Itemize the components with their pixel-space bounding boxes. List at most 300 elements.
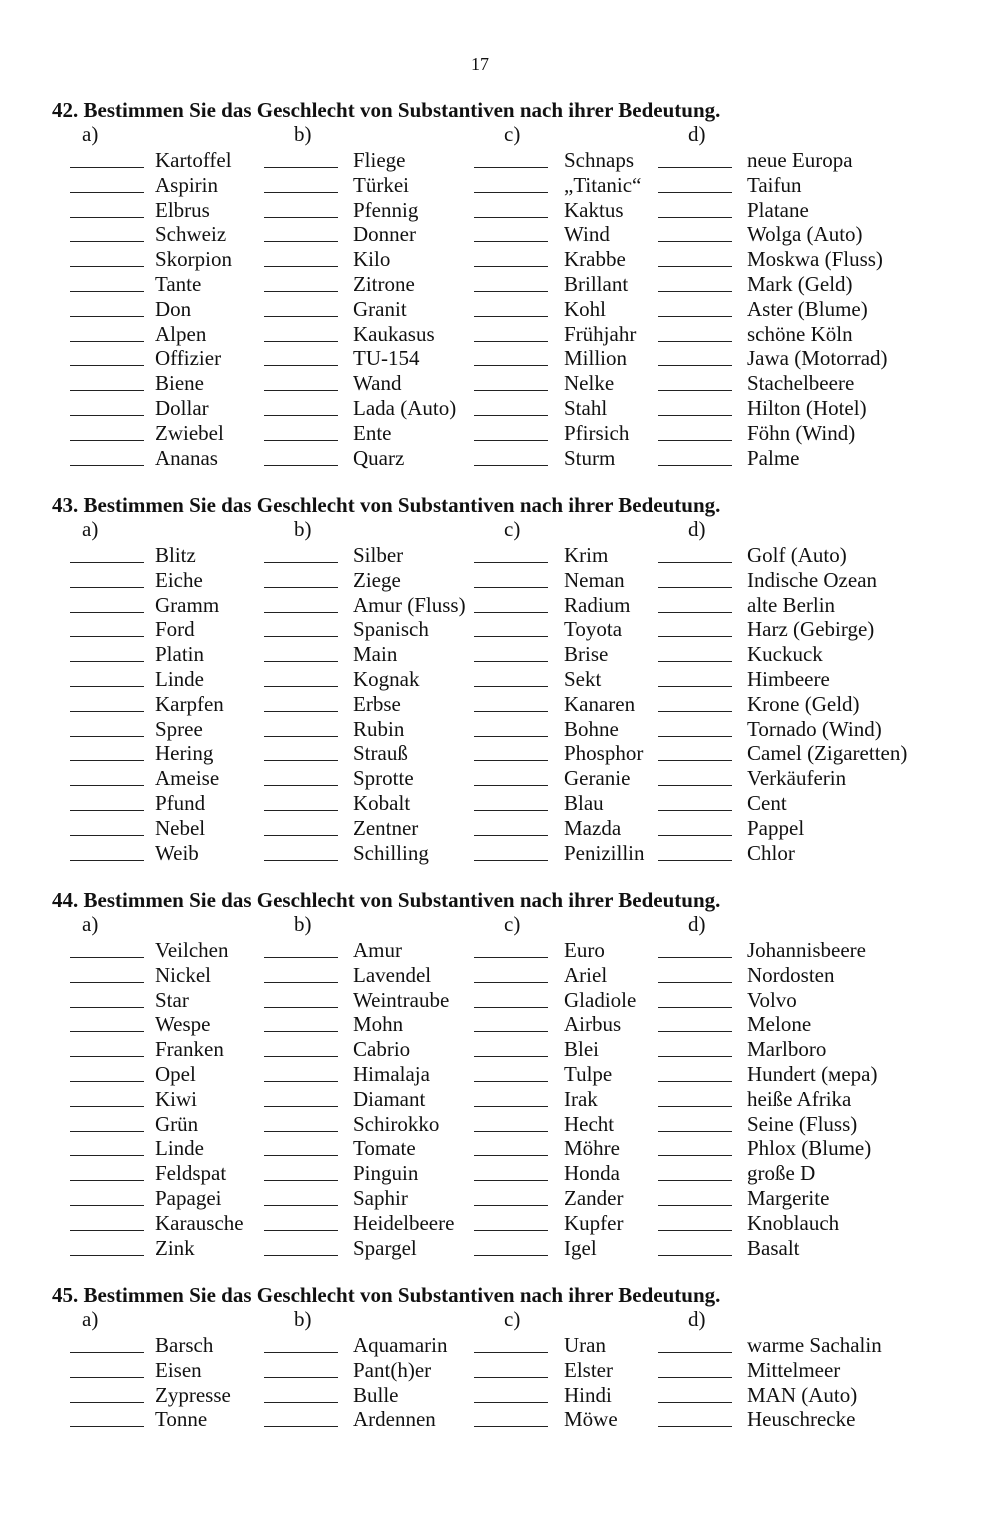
noun-word: Stahl bbox=[564, 395, 608, 420]
answer-blank[interactable] bbox=[264, 415, 338, 416]
noun-word: Mittelmeer bbox=[747, 1357, 841, 1382]
answer-blank[interactable] bbox=[658, 1205, 732, 1206]
word-row bbox=[52, 593, 972, 618]
answer-blank[interactable] bbox=[474, 1255, 548, 1256]
noun-word: Frühjahr bbox=[564, 321, 637, 346]
answer-blank[interactable] bbox=[264, 1205, 338, 1206]
answer-blank[interactable] bbox=[658, 266, 732, 267]
answer-blank[interactable] bbox=[474, 465, 548, 466]
answer-blank[interactable] bbox=[658, 365, 732, 366]
column-label: b) bbox=[294, 517, 312, 541]
noun-word: Irak bbox=[564, 1086, 598, 1111]
answer-blank[interactable] bbox=[70, 1155, 144, 1156]
answer-blank[interactable] bbox=[264, 860, 338, 861]
answer-blank[interactable] bbox=[264, 217, 338, 218]
answer-blank[interactable] bbox=[70, 1352, 144, 1353]
answer-blank[interactable] bbox=[264, 440, 338, 441]
answer-blank[interactable] bbox=[70, 1056, 144, 1057]
answer-blank[interactable] bbox=[70, 217, 144, 218]
noun-word: Linde bbox=[155, 1136, 204, 1161]
noun-word: Brise bbox=[564, 642, 609, 667]
answer-blank[interactable] bbox=[658, 1081, 732, 1082]
answer-blank[interactable] bbox=[658, 1056, 732, 1057]
noun-word: Platane bbox=[747, 197, 809, 222]
noun-word: TU-154 bbox=[353, 346, 420, 371]
answer-blank[interactable] bbox=[70, 365, 144, 366]
word-row bbox=[52, 1062, 972, 1087]
answer-blank[interactable] bbox=[474, 440, 548, 441]
column-label: d) bbox=[688, 912, 706, 936]
answer-blank[interactable] bbox=[70, 316, 144, 317]
answer-blank[interactable] bbox=[264, 1230, 338, 1231]
noun-word: Spargel bbox=[353, 1235, 417, 1260]
answer-blank[interactable] bbox=[474, 661, 548, 662]
noun-word: Pinguin bbox=[353, 1161, 419, 1186]
answer-blank[interactable] bbox=[264, 686, 338, 687]
answer-blank[interactable] bbox=[474, 785, 548, 786]
noun-word: Diamant bbox=[353, 1086, 426, 1111]
noun-word: Sekt bbox=[564, 666, 602, 691]
answer-blank[interactable] bbox=[474, 736, 548, 737]
noun-word: Saphir bbox=[353, 1185, 408, 1210]
answer-blank[interactable] bbox=[264, 1056, 338, 1057]
answer-blank[interactable] bbox=[474, 341, 548, 342]
answer-blank[interactable] bbox=[70, 415, 144, 416]
column-label: b) bbox=[294, 1307, 312, 1331]
answer-blank[interactable] bbox=[70, 341, 144, 342]
noun-word: Ford bbox=[155, 617, 195, 642]
noun-word: Wespe bbox=[155, 1012, 211, 1037]
answer-blank[interactable] bbox=[658, 686, 732, 687]
word-row bbox=[52, 692, 972, 717]
answer-blank[interactable] bbox=[658, 291, 732, 292]
noun-word: warme Sachalin bbox=[747, 1333, 882, 1357]
answer-blank[interactable] bbox=[70, 1131, 144, 1132]
answer-blank[interactable] bbox=[264, 982, 338, 983]
answer-blank[interactable] bbox=[474, 711, 548, 712]
answer-blank[interactable] bbox=[264, 1007, 338, 1008]
answer-blank[interactable] bbox=[658, 636, 732, 637]
answer-blank[interactable] bbox=[70, 957, 144, 958]
noun-word: Stachelbeere bbox=[747, 371, 855, 396]
noun-word: Knoblauch bbox=[747, 1210, 840, 1235]
word-row bbox=[52, 297, 972, 322]
answer-blank[interactable] bbox=[658, 415, 732, 416]
answer-blank[interactable] bbox=[474, 167, 548, 168]
answer-blank[interactable] bbox=[70, 562, 144, 563]
noun-word: Nelke bbox=[564, 371, 615, 396]
answer-blank[interactable] bbox=[264, 562, 338, 563]
word-row bbox=[52, 1211, 972, 1236]
noun-word: Penizillin bbox=[564, 840, 645, 865]
answer-blank[interactable] bbox=[264, 810, 338, 811]
answer-blank[interactable] bbox=[70, 835, 144, 836]
noun-word: Ardennen bbox=[353, 1407, 436, 1432]
noun-word: Ariel bbox=[564, 962, 608, 987]
answer-blank[interactable] bbox=[264, 365, 338, 366]
word-row bbox=[52, 1333, 972, 1358]
answer-blank[interactable] bbox=[264, 760, 338, 761]
exercise-2 bbox=[52, 493, 972, 865]
answer-blank[interactable] bbox=[658, 192, 732, 193]
answer-blank[interactable] bbox=[474, 291, 548, 292]
noun-word: Silber bbox=[353, 543, 404, 567]
answer-blank[interactable] bbox=[474, 686, 548, 687]
answer-blank[interactable] bbox=[474, 365, 548, 366]
noun-word: Hering bbox=[155, 741, 214, 766]
answer-blank[interactable] bbox=[658, 1131, 732, 1132]
answer-blank[interactable] bbox=[474, 1007, 548, 1008]
answer-blank[interactable] bbox=[264, 1377, 338, 1378]
answer-blank[interactable] bbox=[474, 1081, 548, 1082]
answer-blank[interactable] bbox=[658, 957, 732, 958]
answer-blank[interactable] bbox=[658, 1255, 732, 1256]
answer-blank[interactable] bbox=[658, 341, 732, 342]
answer-blank[interactable] bbox=[70, 1255, 144, 1256]
noun-word: Ente bbox=[353, 420, 392, 445]
word-row bbox=[52, 617, 972, 642]
word-row bbox=[52, 421, 972, 446]
answer-blank[interactable] bbox=[264, 390, 338, 391]
word-table bbox=[52, 148, 972, 470]
exercise-1 bbox=[52, 98, 972, 470]
answer-blank[interactable] bbox=[264, 711, 338, 712]
noun-word: Volvo bbox=[747, 987, 797, 1012]
column-label: d) bbox=[688, 1307, 706, 1331]
column-label: b) bbox=[294, 122, 312, 146]
noun-word: Weintraube bbox=[353, 987, 450, 1012]
answer-blank[interactable] bbox=[658, 440, 732, 441]
answer-blank[interactable] bbox=[70, 785, 144, 786]
answer-blank[interactable] bbox=[264, 1180, 338, 1181]
word-row bbox=[52, 1012, 972, 1037]
answer-blank[interactable] bbox=[474, 1131, 548, 1132]
noun-word: Wand bbox=[353, 371, 402, 396]
answer-blank[interactable] bbox=[264, 957, 338, 958]
word-row bbox=[52, 1161, 972, 1186]
answer-blank[interactable] bbox=[264, 341, 338, 342]
noun-word: Honda bbox=[564, 1161, 620, 1186]
noun-word: Opel bbox=[155, 1061, 196, 1086]
word-row bbox=[52, 741, 972, 766]
answer-blank[interactable] bbox=[70, 1106, 144, 1107]
noun-word: Mazda bbox=[564, 815, 622, 840]
answer-blank[interactable] bbox=[70, 636, 144, 637]
answer-blank[interactable] bbox=[264, 1131, 338, 1132]
answer-blank[interactable] bbox=[70, 1402, 144, 1403]
answer-blank[interactable] bbox=[474, 1402, 548, 1403]
answer-blank[interactable] bbox=[264, 266, 338, 267]
exercise-title: 45. Bestimmen Sie das Geschlecht von Substantiven nach ihrer Bedeutung. bbox=[52, 1283, 721, 1307]
noun-word: Tante bbox=[155, 271, 202, 296]
answer-blank[interactable] bbox=[70, 1377, 144, 1378]
noun-word: Föhn (Wind) bbox=[747, 420, 856, 445]
answer-blank[interactable] bbox=[474, 562, 548, 563]
word-row bbox=[52, 667, 972, 692]
column-label: b) bbox=[294, 912, 312, 936]
answer-blank[interactable] bbox=[264, 587, 338, 588]
noun-word: Karpfen bbox=[155, 691, 224, 716]
answer-blank[interactable] bbox=[658, 316, 732, 317]
answer-blank[interactable] bbox=[474, 1230, 548, 1231]
answer-blank[interactable] bbox=[70, 1081, 144, 1082]
answer-blank[interactable] bbox=[658, 1180, 732, 1181]
answer-blank[interactable] bbox=[70, 440, 144, 441]
answer-blank[interactable] bbox=[658, 711, 732, 712]
answer-blank[interactable] bbox=[70, 1205, 144, 1206]
answer-blank[interactable] bbox=[474, 1205, 548, 1206]
answer-blank[interactable] bbox=[474, 316, 548, 317]
answer-blank[interactable] bbox=[474, 1031, 548, 1032]
answer-blank[interactable] bbox=[264, 1106, 338, 1107]
noun-word: Franken bbox=[155, 1037, 224, 1062]
answer-blank[interactable] bbox=[70, 686, 144, 687]
answer-blank[interactable] bbox=[474, 957, 548, 958]
column-label: c) bbox=[504, 517, 521, 541]
answer-blank[interactable] bbox=[264, 661, 338, 662]
noun-word: schöne Köln bbox=[747, 321, 853, 346]
noun-word: Kartoffel bbox=[155, 148, 232, 172]
noun-word: Himalaja bbox=[353, 1061, 430, 1086]
answer-blank[interactable] bbox=[658, 1007, 732, 1008]
answer-blank[interactable] bbox=[658, 465, 732, 466]
word-row bbox=[52, 1136, 972, 1161]
answer-blank[interactable] bbox=[70, 810, 144, 811]
answer-blank[interactable] bbox=[658, 982, 732, 983]
answer-blank[interactable] bbox=[658, 1352, 732, 1353]
noun-word: Nebel bbox=[155, 815, 206, 840]
noun-word: Star bbox=[155, 987, 189, 1012]
noun-word: Schirokko bbox=[353, 1111, 440, 1136]
noun-word: Schnaps bbox=[564, 148, 634, 172]
answer-blank[interactable] bbox=[264, 1155, 338, 1156]
noun-word: Feldspat bbox=[155, 1161, 227, 1186]
answer-blank[interactable] bbox=[658, 810, 732, 811]
answer-blank[interactable] bbox=[264, 612, 338, 613]
noun-word: Schweiz bbox=[155, 222, 227, 247]
column-label: a) bbox=[82, 1307, 99, 1331]
noun-word: Kiwi bbox=[155, 1086, 197, 1111]
answer-blank[interactable] bbox=[474, 760, 548, 761]
noun-word: Alpen bbox=[155, 321, 207, 346]
answer-blank[interactable] bbox=[70, 612, 144, 613]
answer-blank[interactable] bbox=[474, 1056, 548, 1057]
noun-word: Zypresse bbox=[155, 1382, 231, 1407]
answer-blank[interactable] bbox=[474, 390, 548, 391]
noun-word: Kilo bbox=[353, 247, 391, 272]
answer-blank[interactable] bbox=[70, 390, 144, 391]
answer-blank[interactable] bbox=[264, 1402, 338, 1403]
noun-word: Gramm bbox=[155, 592, 220, 617]
answer-blank[interactable] bbox=[658, 167, 732, 168]
answer-blank[interactable] bbox=[70, 192, 144, 193]
noun-word: Karausche bbox=[155, 1210, 244, 1235]
noun-word: Euro bbox=[564, 938, 605, 962]
noun-word: heiße Afrika bbox=[747, 1086, 852, 1111]
noun-word: Sturm bbox=[564, 445, 616, 470]
noun-word: Geranie bbox=[564, 766, 631, 791]
answer-blank[interactable] bbox=[658, 1402, 732, 1403]
answer-blank[interactable] bbox=[70, 661, 144, 662]
word-row bbox=[52, 247, 972, 272]
noun-word: Ameise bbox=[155, 766, 220, 791]
noun-word: Wind bbox=[564, 222, 610, 247]
noun-word: Wolga (Auto) bbox=[747, 222, 863, 247]
answer-blank[interactable] bbox=[658, 661, 732, 662]
word-row bbox=[52, 841, 972, 866]
answer-blank[interactable] bbox=[474, 587, 548, 588]
noun-word: Uran bbox=[564, 1333, 606, 1357]
column-labels bbox=[52, 912, 972, 938]
answer-blank[interactable] bbox=[264, 241, 338, 242]
answer-blank[interactable] bbox=[474, 217, 548, 218]
answer-blank[interactable] bbox=[70, 167, 144, 168]
answer-blank[interactable] bbox=[70, 291, 144, 292]
answer-blank[interactable] bbox=[70, 1230, 144, 1231]
column-labels bbox=[52, 1307, 972, 1333]
answer-blank[interactable] bbox=[658, 1377, 732, 1378]
answer-blank[interactable] bbox=[70, 1031, 144, 1032]
answer-blank[interactable] bbox=[264, 291, 338, 292]
noun-word: Johannisbeere bbox=[747, 938, 866, 962]
answer-blank[interactable] bbox=[474, 810, 548, 811]
noun-word: alte Berlin bbox=[747, 592, 836, 617]
answer-blank[interactable] bbox=[658, 587, 732, 588]
answer-blank[interactable] bbox=[658, 217, 732, 218]
answer-blank[interactable] bbox=[474, 982, 548, 983]
noun-word: Pfirsich bbox=[564, 420, 630, 445]
answer-blank[interactable] bbox=[658, 835, 732, 836]
answer-blank[interactable] bbox=[474, 612, 548, 613]
answer-blank[interactable] bbox=[658, 860, 732, 861]
answer-blank[interactable] bbox=[264, 1426, 338, 1427]
answer-blank[interactable] bbox=[264, 1031, 338, 1032]
answer-blank[interactable] bbox=[70, 860, 144, 861]
word-row bbox=[52, 717, 972, 742]
answer-blank[interactable] bbox=[474, 1155, 548, 1156]
answer-blank[interactable] bbox=[658, 1230, 732, 1231]
noun-word: Zwiebel bbox=[155, 420, 224, 445]
answer-blank[interactable] bbox=[70, 266, 144, 267]
noun-word: Chlor bbox=[747, 840, 795, 865]
noun-word: Bohne bbox=[564, 716, 619, 741]
noun-word: Pappel bbox=[747, 815, 805, 840]
answer-blank[interactable] bbox=[474, 636, 548, 637]
answer-blank[interactable] bbox=[474, 860, 548, 861]
answer-blank[interactable] bbox=[658, 760, 732, 761]
answer-blank[interactable] bbox=[70, 1180, 144, 1181]
answer-blank[interactable] bbox=[70, 760, 144, 761]
answer-blank[interactable] bbox=[658, 1155, 732, 1156]
answer-blank[interactable] bbox=[474, 192, 548, 193]
answer-blank[interactable] bbox=[474, 1377, 548, 1378]
noun-word: Barsch bbox=[155, 1333, 214, 1357]
answer-blank[interactable] bbox=[264, 785, 338, 786]
answer-blank[interactable] bbox=[70, 465, 144, 466]
noun-word: Eisen bbox=[155, 1357, 202, 1382]
answer-blank[interactable] bbox=[70, 736, 144, 737]
noun-word: Kaukasus bbox=[353, 321, 435, 346]
answer-blank[interactable] bbox=[264, 636, 338, 637]
answer-blank[interactable] bbox=[264, 192, 338, 193]
noun-word: Zander bbox=[564, 1185, 624, 1210]
answer-blank[interactable] bbox=[264, 316, 338, 317]
answer-blank[interactable] bbox=[264, 1255, 338, 1256]
answer-blank[interactable] bbox=[658, 612, 732, 613]
noun-word: Mark (Geld) bbox=[747, 271, 853, 296]
noun-word: Linde bbox=[155, 666, 204, 691]
answer-blank[interactable] bbox=[474, 415, 548, 416]
noun-word: Platin bbox=[155, 642, 205, 667]
noun-word: Aster (Blume) bbox=[747, 296, 868, 321]
answer-blank[interactable] bbox=[264, 1352, 338, 1353]
answer-blank[interactable] bbox=[264, 167, 338, 168]
exercise-3 bbox=[52, 888, 972, 1260]
answer-blank[interactable] bbox=[474, 1352, 548, 1353]
noun-word: Phlox (Blume) bbox=[747, 1136, 872, 1161]
word-row bbox=[52, 791, 972, 816]
answer-blank[interactable] bbox=[658, 241, 732, 242]
answer-blank[interactable] bbox=[658, 390, 732, 391]
noun-word: Blei bbox=[564, 1037, 599, 1062]
answer-blank[interactable] bbox=[70, 241, 144, 242]
word-row bbox=[52, 1037, 972, 1062]
noun-word: Elbrus bbox=[155, 197, 210, 222]
noun-word: Golf (Auto) bbox=[747, 543, 847, 567]
answer-blank[interactable] bbox=[70, 1007, 144, 1008]
noun-word: Dollar bbox=[155, 395, 209, 420]
answer-blank[interactable] bbox=[474, 241, 548, 242]
answer-blank[interactable] bbox=[474, 1180, 548, 1181]
word-row bbox=[52, 1087, 972, 1112]
answer-blank[interactable] bbox=[70, 711, 144, 712]
column-label: a) bbox=[82, 122, 99, 146]
noun-word: Biene bbox=[155, 371, 204, 396]
answer-blank[interactable] bbox=[70, 1426, 144, 1427]
noun-word: Jawa (Motorrad) bbox=[747, 346, 888, 371]
answer-blank[interactable] bbox=[264, 736, 338, 737]
noun-word: Heidelbeere bbox=[353, 1210, 455, 1235]
noun-word: Strauß bbox=[353, 741, 408, 766]
word-row bbox=[52, 222, 972, 247]
answer-blank[interactable] bbox=[264, 835, 338, 836]
noun-word: Pfund bbox=[155, 790, 206, 815]
noun-word: Eiche bbox=[155, 567, 203, 592]
noun-word: Aquamarin bbox=[353, 1333, 448, 1357]
answer-blank[interactable] bbox=[264, 465, 338, 466]
answer-blank[interactable] bbox=[70, 587, 144, 588]
noun-word: Kobalt bbox=[353, 790, 411, 815]
noun-word: Zink bbox=[155, 1235, 195, 1260]
noun-word: Million bbox=[564, 346, 628, 371]
answer-blank[interactable] bbox=[658, 1106, 732, 1107]
noun-word: Bulle bbox=[353, 1382, 399, 1407]
answer-blank[interactable] bbox=[658, 1426, 732, 1427]
answer-blank[interactable] bbox=[474, 266, 548, 267]
answer-blank[interactable] bbox=[474, 1106, 548, 1107]
noun-word: Kognak bbox=[353, 666, 420, 691]
word-row bbox=[52, 816, 972, 841]
answer-blank[interactable] bbox=[658, 562, 732, 563]
answer-blank[interactable] bbox=[474, 1426, 548, 1427]
answer-blank[interactable] bbox=[264, 1081, 338, 1082]
answer-blank[interactable] bbox=[658, 1031, 732, 1032]
answer-blank[interactable] bbox=[658, 785, 732, 786]
noun-word: neue Europa bbox=[747, 148, 853, 172]
answer-blank[interactable] bbox=[658, 736, 732, 737]
answer-blank[interactable] bbox=[474, 835, 548, 836]
answer-blank[interactable] bbox=[70, 982, 144, 983]
